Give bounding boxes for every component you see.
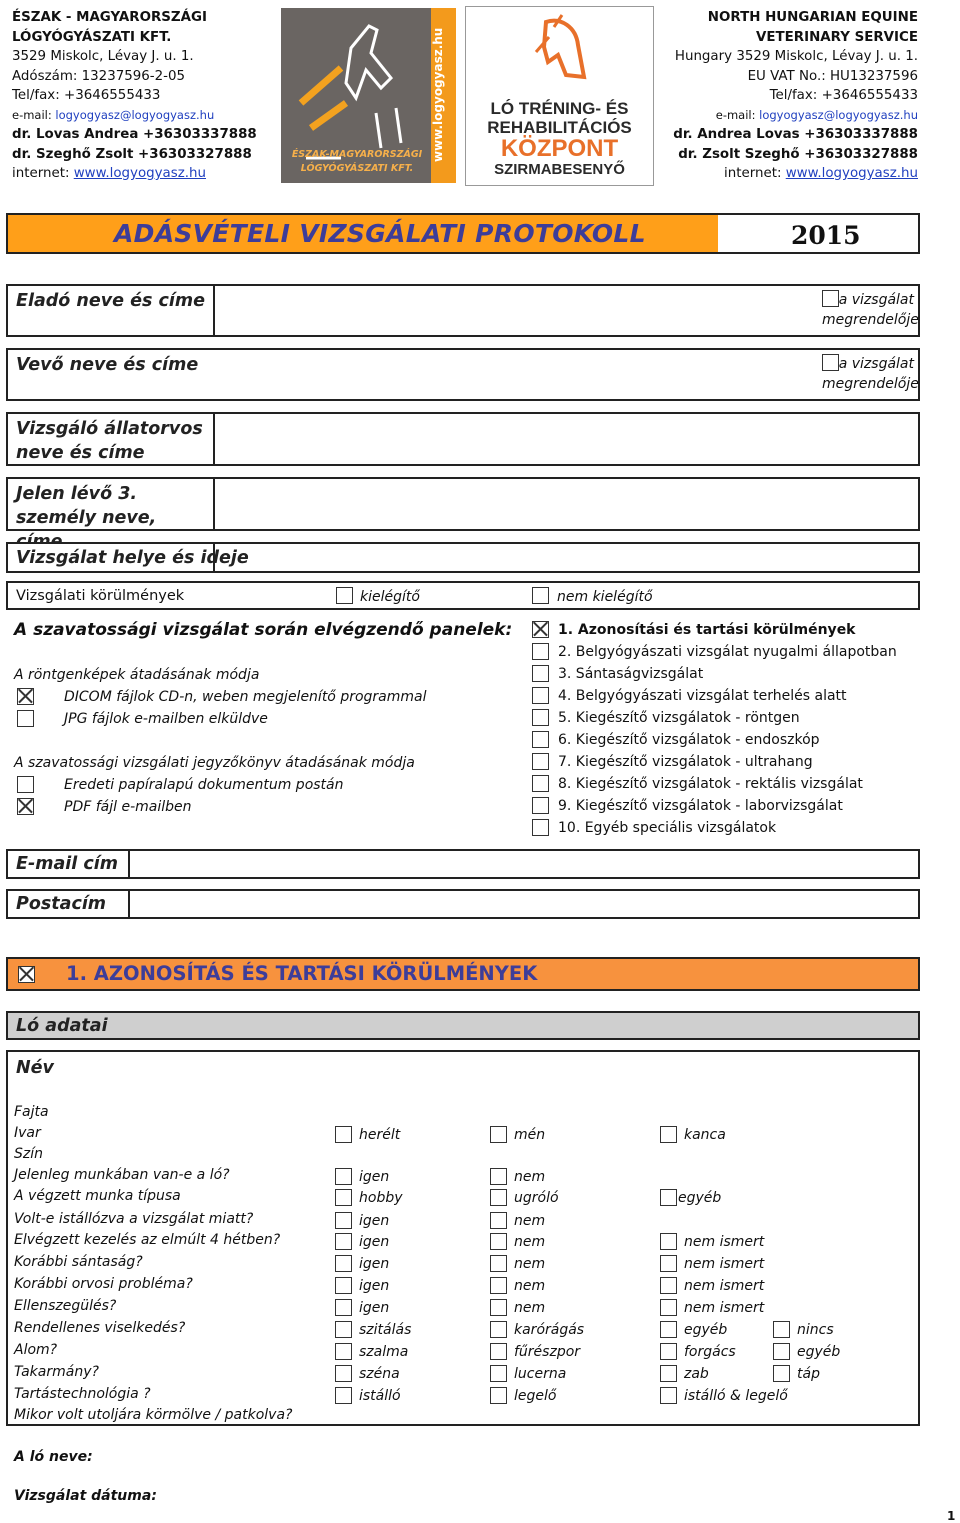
company-vat-en: EU VAT No.: HU13237596: [747, 68, 918, 84]
question-label-4: Jelenleg munkában van-e a ló?: [14, 1167, 230, 1183]
place-time-label: Vizsgálat helye és ideje: [16, 548, 249, 568]
tipus-option-label-1: hobby: [359, 1190, 403, 1206]
post-row: [6, 889, 920, 919]
munka-option-checkbox-1[interactable]: [335, 1168, 352, 1185]
xray-jpg-checkbox[interactable]: [17, 710, 34, 727]
viselkedes-option-checkbox-2[interactable]: [490, 1321, 507, 1338]
santasag-option-checkbox-1[interactable]: [335, 1255, 352, 1272]
panel-label-9: 9. Kiegészítő vizsgálatok - laborvizsgálat: [558, 798, 843, 814]
company-logo: [281, 8, 456, 183]
santasag-option-label-3: nem ismert: [684, 1256, 765, 1272]
munka-option-label-1: igen: [359, 1169, 390, 1185]
email-link[interactable]: logyogyasz@logyogyasz.hu: [55, 107, 215, 122]
istallo-option-checkbox-2[interactable]: [490, 1212, 507, 1229]
third-person-field[interactable]: [216, 479, 916, 529]
question-label-14: Tartástechnológia ?: [14, 1386, 151, 1402]
conditions-ok-checkbox[interactable]: [336, 587, 353, 604]
panel-checkbox-10[interactable]: [532, 819, 549, 836]
panel-label-3: 3. Sántaságvizsgálat: [558, 666, 704, 682]
page-number: 1: [947, 1509, 956, 1523]
xray-title: A röntgenképek átadásának módja: [14, 667, 260, 683]
report-pdf-label: PDF fájl e-mailben: [64, 799, 192, 815]
tipus-option-checkbox-1[interactable]: [335, 1189, 352, 1206]
alom-option-checkbox-4[interactable]: [773, 1343, 790, 1360]
horse-head-icon: [466, 7, 653, 97]
alom-option-label-1: szalma: [359, 1344, 409, 1360]
kezeles-option-label-3: nem ismert: [684, 1234, 765, 1250]
question-label-6: Volt-e istállózva a vizsgálat miatt?: [14, 1211, 254, 1227]
panel-checkbox-3[interactable]: [532, 665, 549, 682]
tipus-option-checkbox-2[interactable]: [490, 1189, 507, 1206]
takarmany-option-label-3: zab: [684, 1366, 709, 1382]
email-row: [6, 849, 920, 879]
panel-checkbox-1[interactable]: [532, 621, 549, 638]
panel-checkbox-5[interactable]: [532, 709, 549, 726]
viselkedes-option-checkbox-4[interactable]: [773, 1321, 790, 1338]
panel-checkbox-4[interactable]: [532, 687, 549, 704]
seller-field[interactable]: [216, 286, 818, 335]
xray-dicom-checkbox[interactable]: [17, 688, 34, 705]
logo2-line2: REHABILITÁCIÓS: [487, 118, 632, 137]
logo-name-line1: ÉSZAK-MAGYARORSZÁGI: [291, 149, 423, 160]
tipus-option-label-2: ugróló: [514, 1190, 559, 1206]
kezeles-option-checkbox-2[interactable]: [490, 1233, 507, 1250]
ivar-option-checkbox-2[interactable]: [490, 1126, 507, 1143]
section1-checkbox[interactable]: [18, 966, 35, 983]
viselkedes-option-label-3: egyéb: [684, 1322, 728, 1338]
doctor-2: dr. Szeghő Zsolt +36303327888: [12, 146, 252, 162]
company-name-en-line1: NORTH HUNGARIAN EQUINE: [707, 10, 918, 25]
alom-option-label-4: egyéb: [797, 1344, 841, 1360]
tartas-option-checkbox-3[interactable]: [660, 1387, 677, 1404]
takarmany-option-label-4: táp: [797, 1366, 820, 1382]
ivar-option-checkbox-3[interactable]: [660, 1126, 677, 1143]
seller-orderer-label: a vizsgálat megrendelője: [822, 292, 919, 328]
question-label-10: Ellenszegülés?: [14, 1298, 117, 1314]
doctor-2-en: dr. Zsolt Szeghő +36303327888: [678, 146, 918, 162]
ellenszegules-option-label-1: igen: [359, 1300, 390, 1316]
problema-option-checkbox-1[interactable]: [335, 1277, 352, 1294]
logo-name-line2: LÓGYÓGYÁSZATI KFT.: [300, 163, 414, 174]
logo2-line1: LÓ TRÉNING- ÉS: [490, 99, 629, 118]
buyer-orderer-label: a vizsgálat megrendelője: [822, 356, 919, 392]
document-year: 2015: [791, 221, 861, 250]
conditions-not-ok-label: nem kielégítő: [557, 589, 653, 605]
header-left: [12, 8, 257, 184]
takarmany-option-checkbox-4[interactable]: [773, 1365, 790, 1382]
viselkedes-option-label-4: nincs: [797, 1322, 834, 1338]
ellenszegules-option-label-3: nem ismert: [684, 1300, 765, 1316]
web-prefix: internet:: [12, 166, 74, 181]
xray-dicom-label: DICOM fájlok CD-n, weben megjelenítő programmal: [64, 689, 427, 705]
alom-option-label-3: forgács: [684, 1344, 736, 1360]
question-label-8: Korábbi sántaság?: [14, 1254, 143, 1270]
conditions-not-ok-checkbox[interactable]: [532, 587, 549, 604]
buyer-label: Vevő neve és címe: [16, 355, 199, 375]
company-name-en-line2: VETERINARY SERVICE: [755, 29, 918, 45]
question-label-2: Ivar: [14, 1125, 41, 1141]
company-name-line1: ÉSZAK - MAGYARORSZÁGI: [12, 10, 207, 25]
buyer-row: [6, 348, 920, 401]
conditions-row: [6, 581, 920, 610]
email-prefix: e-mail:: [12, 107, 56, 122]
question-label-5: A végzett munka típusa: [14, 1188, 181, 1204]
panel-label-6: 6. Kiegészítő vizsgálatok - endoszkóp: [558, 732, 820, 748]
viselkedes-option-label-1: szitálás: [359, 1322, 412, 1338]
ellenszegules-option-checkbox-3[interactable]: [660, 1299, 677, 1316]
web-link[interactable]: www.logyogyasz.hu: [73, 166, 206, 181]
panel-label-4: 4. Belgyógyászati vizsgálat terhelés alatt: [558, 688, 847, 704]
kezeles-option-label-1: igen: [359, 1234, 390, 1250]
header-right: [673, 8, 918, 184]
question-label-13: Takarmány?: [14, 1364, 99, 1380]
kezeles-option-checkbox-1[interactable]: [335, 1233, 352, 1250]
question-label-15: Mikor volt utoljára körmölve / patkolva?: [14, 1407, 293, 1423]
horse-name-footer-label: A ló neve:: [14, 1449, 93, 1465]
section1-header: [6, 957, 920, 991]
panel-label-5: 5. Kiegészítő vizsgálatok - röntgen: [558, 710, 800, 726]
third-person-row: [6, 477, 920, 531]
alom-option-label-2: fűrészpor: [514, 1344, 581, 1360]
question-label-11: Rendellenes viselkedés?: [14, 1320, 186, 1336]
section1-title: 1. AZONOSÍTÁS ÉS TARTÁSI KÖRÜLMÉNYEK: [66, 962, 538, 985]
company-name-line2: LÓGYÓGYÁSZATI KFT.: [12, 29, 172, 45]
horse-data-header: [6, 1011, 920, 1040]
logo2-line4: SZIRMABESENYŐ: [494, 161, 625, 178]
takarmany-option-label-2: lucerna: [514, 1366, 567, 1382]
ivar-option-label-1: herélt: [359, 1127, 401, 1143]
panel-label-7: 7. Kiegészítő vizsgálatok - ultrahang: [558, 754, 813, 770]
doctor-1-en: dr. Andrea Lovas +36303337888: [673, 127, 918, 142]
takarmany-option-checkbox-3[interactable]: [660, 1365, 677, 1382]
problema-option-checkbox-3[interactable]: [660, 1277, 677, 1294]
kezeles-option-checkbox-3[interactable]: [660, 1233, 677, 1250]
place-time-field[interactable]: [216, 544, 916, 571]
panel-checkbox-6[interactable]: [532, 731, 549, 748]
document-title: ADÁSVÉTELI VIZSGÁLATI PROTOKOLL: [114, 219, 646, 248]
ivar-option-label-3: kanca: [684, 1127, 726, 1143]
ivar-option-checkbox-1[interactable]: [335, 1126, 352, 1143]
panel-checkbox-2[interactable]: [532, 643, 549, 660]
seller-row: [6, 284, 920, 337]
question-label-3: Szín: [14, 1146, 43, 1162]
vet-label: Vizsgáló állatorvos neve és címe: [16, 419, 203, 463]
company-address: 3529 Miskolc, Lévay J. u. 1.: [12, 49, 194, 64]
company-address-en: Hungary 3529 Miskolc, Lévay J. u. 1.: [674, 49, 918, 64]
conditions-ok-label: kielégítő: [360, 589, 420, 605]
doctor-1: dr. Lovas Andrea +36303337888: [12, 127, 257, 142]
buyer-field[interactable]: [216, 350, 818, 399]
istallo-option-checkbox-1[interactable]: [335, 1212, 352, 1229]
ellenszegules-option-checkbox-2[interactable]: [490, 1299, 507, 1316]
viselkedes-option-checkbox-3[interactable]: [660, 1321, 677, 1338]
question-label-9: Korábbi orvosi probléma?: [14, 1276, 193, 1292]
email-link-en[interactable]: logyogyasz@logyogyasz.hu: [759, 107, 918, 122]
istallo-option-label-2: nem: [514, 1213, 546, 1229]
panel-label-8: 8. Kiegészítő vizsgálatok - rektális vizsgálat: [558, 776, 863, 792]
panels-title: A szavatossági vizsgálat során elvégzendő panelek:: [14, 620, 513, 640]
panel-checkbox-9[interactable]: [532, 797, 549, 814]
ivar-option-label-2: mén: [514, 1127, 546, 1143]
training-center-logo: [465, 6, 654, 186]
horse-data-label: Ló adatai: [16, 1016, 108, 1036]
xray-jpg-label: JPG fájlok e-mailben elküldve: [64, 711, 268, 727]
email-prefix-en: e-mail:: [715, 107, 760, 122]
takarmany-option-label-1: széna: [359, 1366, 400, 1382]
report-pdf-checkbox[interactable]: [17, 798, 34, 815]
munka-option-checkbox-2[interactable]: [490, 1168, 507, 1185]
alom-option-checkbox-1[interactable]: [335, 1343, 352, 1360]
tipus-option-checkbox-3[interactable]: [660, 1189, 677, 1206]
viselkedes-option-checkbox-1[interactable]: [335, 1321, 352, 1338]
logo-url: www.logyogyasz.hu: [431, 27, 445, 163]
santasag-option-checkbox-3[interactable]: [660, 1255, 677, 1272]
web-prefix-en: internet:: [724, 166, 786, 181]
company-phone-en: Tel/fax: +3646555433: [769, 88, 918, 103]
title-bar: [6, 213, 920, 254]
tartas-option-checkbox-1[interactable]: [335, 1387, 352, 1404]
conditions-label: Vizsgálati körülmények: [16, 588, 185, 604]
viselkedes-option-label-2: karórágás: [514, 1322, 585, 1338]
tipus-option-label-3: egyéb: [678, 1190, 722, 1206]
alom-option-checkbox-2[interactable]: [490, 1343, 507, 1360]
post-label: Postacím: [16, 894, 107, 914]
third-person-label: Jelen lévő 3. személy neve,: [16, 484, 157, 528]
web-link-en[interactable]: www.logyogyasz.hu: [785, 166, 918, 181]
problema-option-label-2: nem: [514, 1278, 546, 1294]
tartas-option-checkbox-2[interactable]: [490, 1387, 507, 1404]
post-field[interactable]: [131, 891, 916, 917]
panel-checkbox-7[interactable]: [532, 753, 549, 770]
company-phone: Tel/fax: +3646555433: [12, 88, 161, 103]
kezeles-option-label-2: nem: [514, 1234, 546, 1250]
exam-date-footer-label: Vizsgálat dátuma:: [14, 1488, 157, 1504]
panel-label-1: 1. Azonosítási és tartási körülmények: [558, 622, 856, 638]
horse-name-label: Név: [16, 1058, 54, 1078]
report-paper-checkbox[interactable]: [17, 776, 34, 793]
report-title: A szavatossági vizsgálati jegyzőkönyv átadásának módja: [14, 755, 415, 771]
santasag-option-label-2: nem: [514, 1256, 546, 1272]
email-field[interactable]: [131, 851, 916, 877]
takarmany-option-checkbox-2[interactable]: [490, 1365, 507, 1382]
email-label: E-mail cím: [16, 854, 118, 874]
company-tax-number: Adószám: 13237596-2-05: [12, 68, 186, 84]
problema-option-checkbox-2[interactable]: [490, 1277, 507, 1294]
seller-label: Eladó neve és címe: [16, 291, 205, 311]
alom-option-checkbox-3[interactable]: [660, 1343, 677, 1360]
place-time-row: [6, 542, 920, 573]
munka-option-label-2: nem: [514, 1169, 546, 1185]
ellenszegules-option-checkbox-1[interactable]: [335, 1299, 352, 1316]
santasag-option-label-1: igen: [359, 1256, 390, 1272]
santasag-option-checkbox-2[interactable]: [490, 1255, 507, 1272]
vet-field[interactable]: [216, 414, 916, 464]
panel-label-10: 10. Egyéb speciális vizsgálatok: [558, 820, 777, 836]
problema-option-label-3: nem ismert: [684, 1278, 765, 1294]
tartas-option-label-3: istálló & legelő: [684, 1388, 788, 1404]
takarmany-option-checkbox-1[interactable]: [335, 1365, 352, 1382]
logo2-line3: KÖZPONT: [500, 135, 619, 162]
ellenszegules-option-label-2: nem: [514, 1300, 546, 1316]
istallo-option-label-1: igen: [359, 1213, 390, 1229]
question-label-12: Alom?: [14, 1342, 58, 1358]
vet-row: [6, 412, 920, 466]
panel-label-2: 2. Belgyógyászati vizsgálat nyugalmi állapotban: [558, 644, 897, 660]
report-paper-label: Eredeti papíralapú dokumentum postán: [64, 777, 344, 793]
problema-option-label-1: igen: [359, 1278, 390, 1294]
question-label-7: Elvégzett kezelés az elmúlt 4 hétben?: [14, 1232, 281, 1248]
panel-checkbox-8[interactable]: [532, 775, 549, 792]
tartas-option-label-2: legelő: [514, 1388, 557, 1404]
question-label-1: Fajta: [14, 1104, 49, 1120]
tartas-option-label-1: istálló: [359, 1388, 401, 1404]
